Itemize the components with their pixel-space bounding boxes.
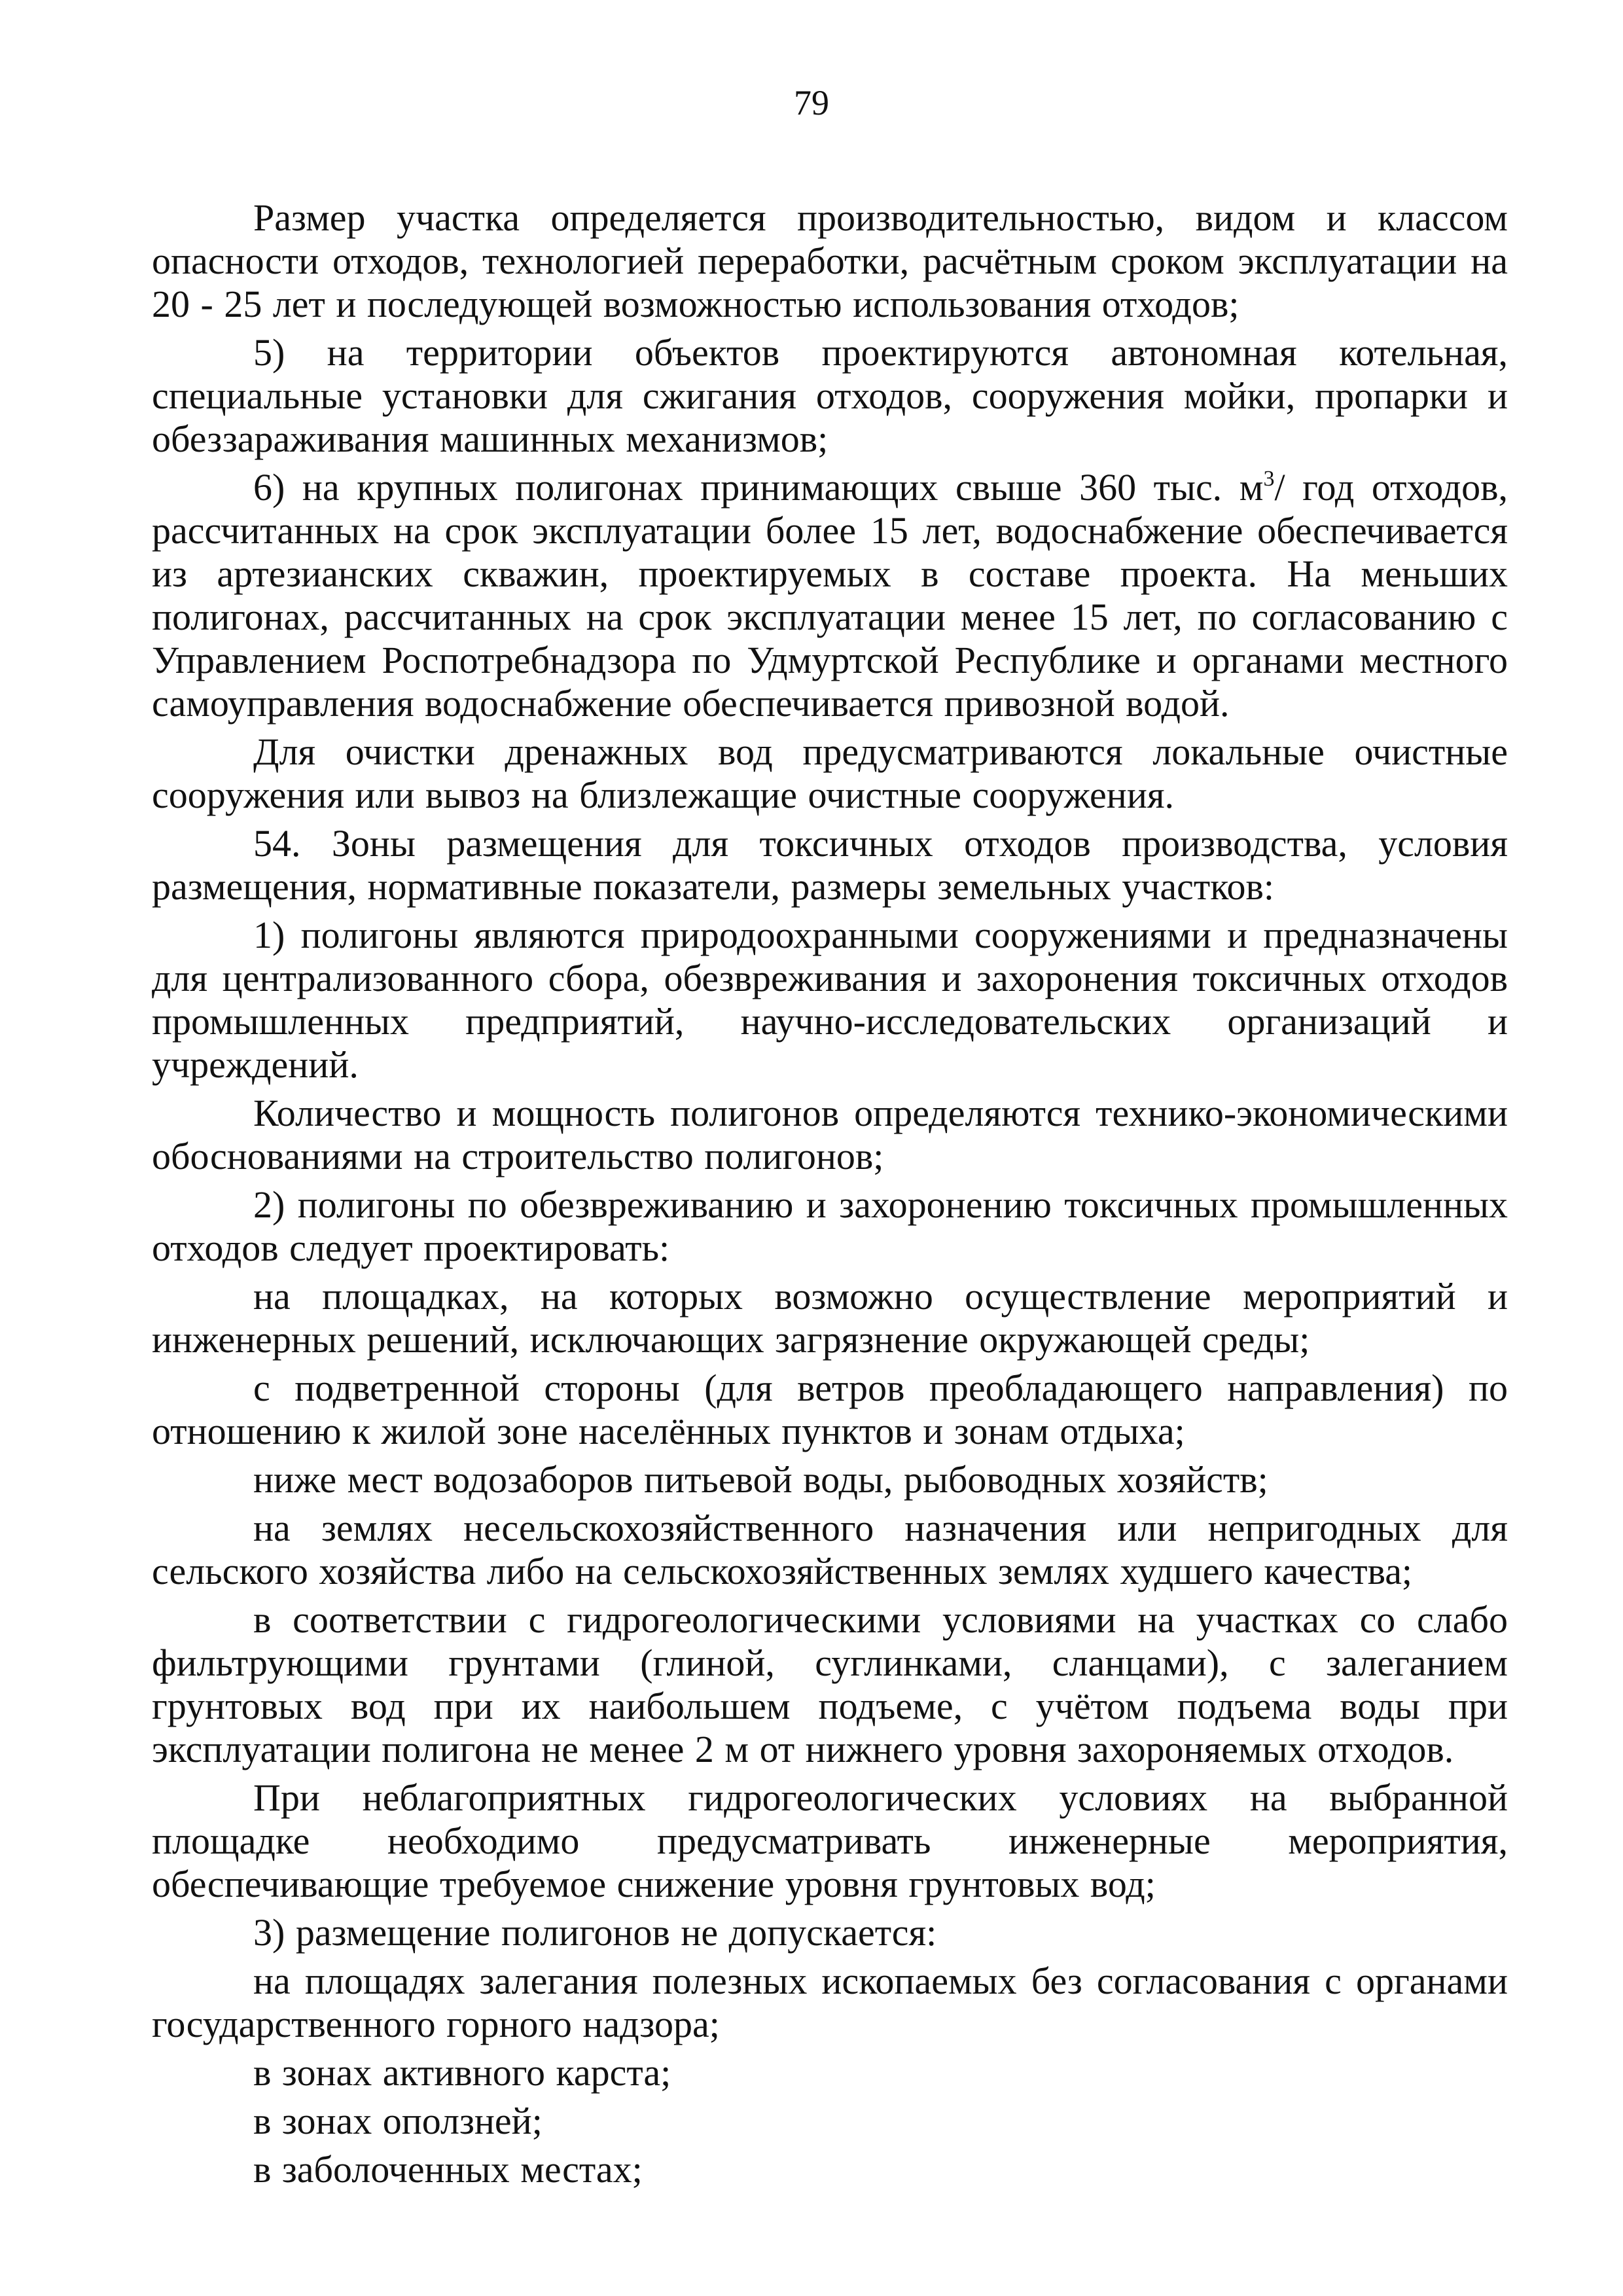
paragraph-karst: в зонах активного карста; — [253, 2051, 671, 2094]
paragraph-landslides: в зонах оползней; — [253, 2100, 543, 2142]
document-body — [152, 196, 1508, 2191]
paragraph-wetlands: в заболоченных местах; — [253, 2148, 643, 2191]
paragraph-item-6-unit: / год отходов, — [1274, 466, 1508, 509]
paragraph-item-6 — [152, 466, 1508, 725]
cubic-superscript: 3 — [1263, 467, 1275, 491]
paragraph-item-6-lead: 6) на крупных полигонах принимающих свыше 360 тыс. м — [253, 466, 1264, 509]
paragraph-plot-size: Размер участка определяется производительностью, видом и классом опасности отходов, технологией переработки, расчётным сроком эксплуатации на 20 - 25 лет и последующей возможностью использования отходов; — [152, 196, 1508, 325]
paragraph-item-2: 2) полигоны по обезвреживанию и захоронению токсичных промышленных отходов следует проектировать: — [152, 1183, 1508, 1269]
paragraph-quantity: Количество и мощность полигонов определяются технико-экономическими обоснованиями на строительство полигонов; — [152, 1092, 1508, 1177]
paragraph-hydrogeology: в соответствии с гидрогеологическими условиями на участках со слабо фильтрующими грунтами (глиной, суглинками, сланцами), с залеганием грунтовых вод при их наибольшем подъеме, с учётом подъема воды при эксплуатации полигона не менее 2 м от нижнего уровня захороняемых отходов. — [152, 1598, 1508, 1770]
paragraph-minerals: на площадях залегания полезных ископаемых без согласования с органами государственного горного надзора; — [152, 1960, 1508, 2045]
paragraph-adverse-conditions: При неблагоприятных гидрогеологических условиях на выбранной площадке необходимо предусматривать инженерные мероприятия, обеспечивающие требуемое снижение уровня грунтовых вод; — [152, 1776, 1508, 1905]
paragraph-item-1: 1) полигоны являются природоохранными сооружениями и предназначены для централизованного сбора, обезвреживания и захоронения токсичных отходов промышленных предприятий, научно-исследовательских организаций и учреждений. — [152, 914, 1508, 1086]
paragraph-water-intake: ниже мест водозаборов питьевой воды, рыбоводных хозяйств; — [253, 1458, 1268, 1501]
paragraph-drainage: Для очистки дренажных вод предусматриваются локальные очистные сооружения или вывоз на близлежащие очистные сооружения. — [152, 730, 1508, 816]
paragraph-item-6-body: рассчитанных на срок эксплуатации более 15 лет, водоснабжение обеспечивается из артезианских скважин, проектируемых в составе проекта. На меньших полигонах, рассчитанных на срок эксплуатации менее 15 лет, по согласованию с Управлением Роспотребнадзора по Удмуртской Республике и органами местного самоуправления водоснабжение обеспечивается привозной водой. — [152, 509, 1508, 725]
paragraph-sites: на площадках, на которых возможно осуществление мероприятий и инженерных решений, исключающих загрязнение окружающей среды; — [152, 1275, 1508, 1361]
page-number: 79 — [794, 83, 829, 122]
paragraph-item-3: 3) размещение полигонов не допускается: — [253, 1911, 937, 1954]
paragraph-section-54: 54. Зоны размещения для токсичных отходов производства, условия размещения, нормативные показатели, размеры земельных участков: — [152, 822, 1508, 908]
paragraph-land: на землях несельскохозяйственного назначения или непригодных для сельского хозяйства либо на сельскохозяйственных землях худшего качества; — [152, 1507, 1508, 1592]
paragraph-item-5: 5) на территории объектов проектируются автономная котельная, специальные установки для сжигания отходов, сооружения мойки, пропарки и обеззараживания машинных механизмов; — [152, 331, 1508, 460]
paragraph-leeward: с подветренной стороны (для ветров преобладающего направления) по отношению к жилой зоне населённых пунктов и зонам отдыха; — [152, 1367, 1508, 1452]
